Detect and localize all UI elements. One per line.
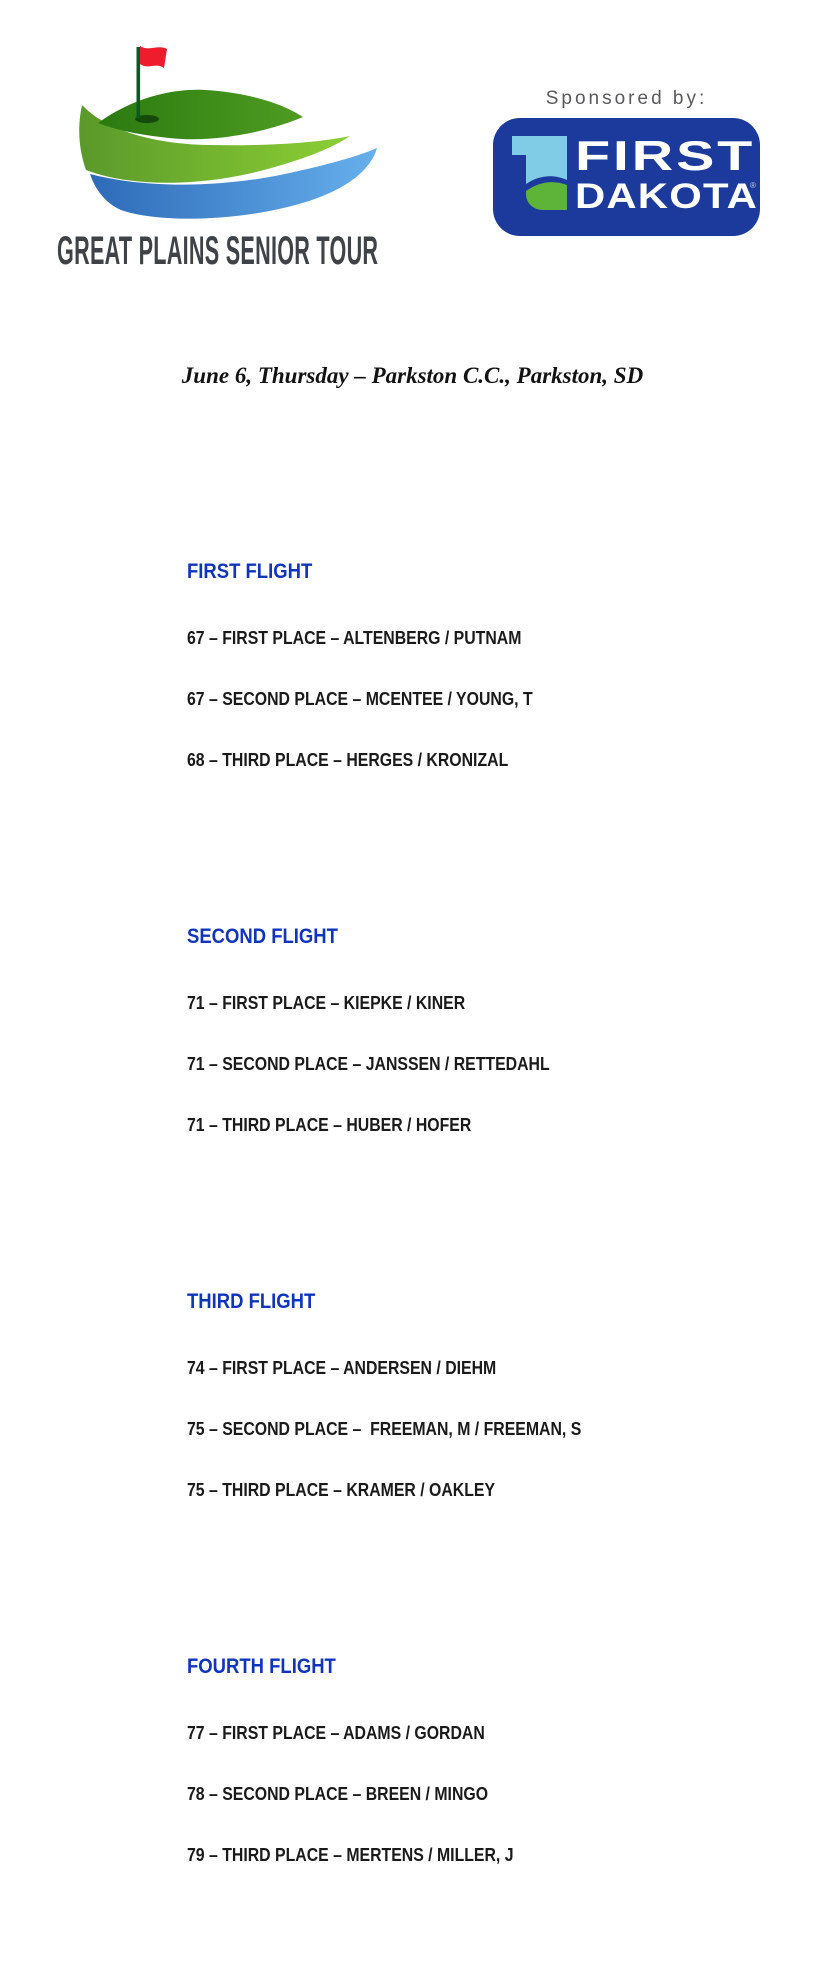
flight-name: FIRST FLIGHT bbox=[187, 560, 313, 583]
registered-mark: ® bbox=[750, 181, 756, 190]
flight-section-second bbox=[187, 889, 581, 1174]
great-plains-senior-tour-logo bbox=[78, 42, 380, 220]
first-dakota-logo bbox=[493, 118, 760, 238]
brand-first-text: FIRST bbox=[575, 132, 755, 179]
flight-section-fourth bbox=[187, 1619, 581, 1904]
result-line: 78 – SECOND PLACE – BREEN / MINGO bbox=[187, 1784, 489, 1804]
result-line: 71 – THIRD PLACE – HUBER / HOFER bbox=[187, 1115, 472, 1135]
flight-name: FOURTH FLIGHT bbox=[187, 1655, 336, 1678]
flight-name: SECOND FLIGHT bbox=[187, 925, 338, 948]
result-line: 75 – SECOND PLACE – FREEMAN, M / FREEMAN, S bbox=[187, 1419, 582, 1439]
golf-green-icon bbox=[98, 90, 303, 139]
brand-dakota-text: DAKOTA bbox=[575, 177, 758, 216]
flight-name: THIRD FLIGHT bbox=[187, 1290, 316, 1313]
flag-pole-icon bbox=[137, 47, 141, 118]
sponsored-by-label: Sponsored by: bbox=[545, 88, 708, 109]
result-line: 67 – FIRST PLACE – ALTENBERG / PUTNAM bbox=[187, 628, 522, 648]
result-line: 77 – FIRST PLACE – ADAMS / GORDAN bbox=[187, 1723, 485, 1743]
result-line: 79 – THIRD PLACE – MERTENS / MILLER, J bbox=[187, 1845, 514, 1865]
result-line: 71 – FIRST PLACE – KIEPKE / KINER bbox=[187, 993, 466, 1013]
flight-section-first bbox=[187, 524, 581, 809]
flight-section-third bbox=[187, 1254, 581, 1539]
event-date-location-heading: June 6, Thursday – Parkston C.C., Parkston, SD bbox=[181, 363, 644, 388]
results-list bbox=[187, 470, 581, 1984]
result-line: 68 – THIRD PLACE – HERGES / KRONIZAL bbox=[187, 750, 509, 770]
result-line: 67 – SECOND PLACE – MCENTEE / YOUNG, T bbox=[187, 689, 533, 709]
golf-flag-icon bbox=[140, 46, 167, 68]
result-line: 71 – SECOND PLACE – JANSSEN / RETTEDAHL bbox=[187, 1054, 550, 1074]
logo-wordmark: GREAT PLAINS SENIOR TOUR bbox=[57, 229, 379, 273]
result-line: 75 – THIRD PLACE – KRAMER / OAKLEY bbox=[187, 1480, 496, 1500]
result-line: 74 – FIRST PLACE – ANDERSEN / DIEHM bbox=[187, 1358, 497, 1378]
